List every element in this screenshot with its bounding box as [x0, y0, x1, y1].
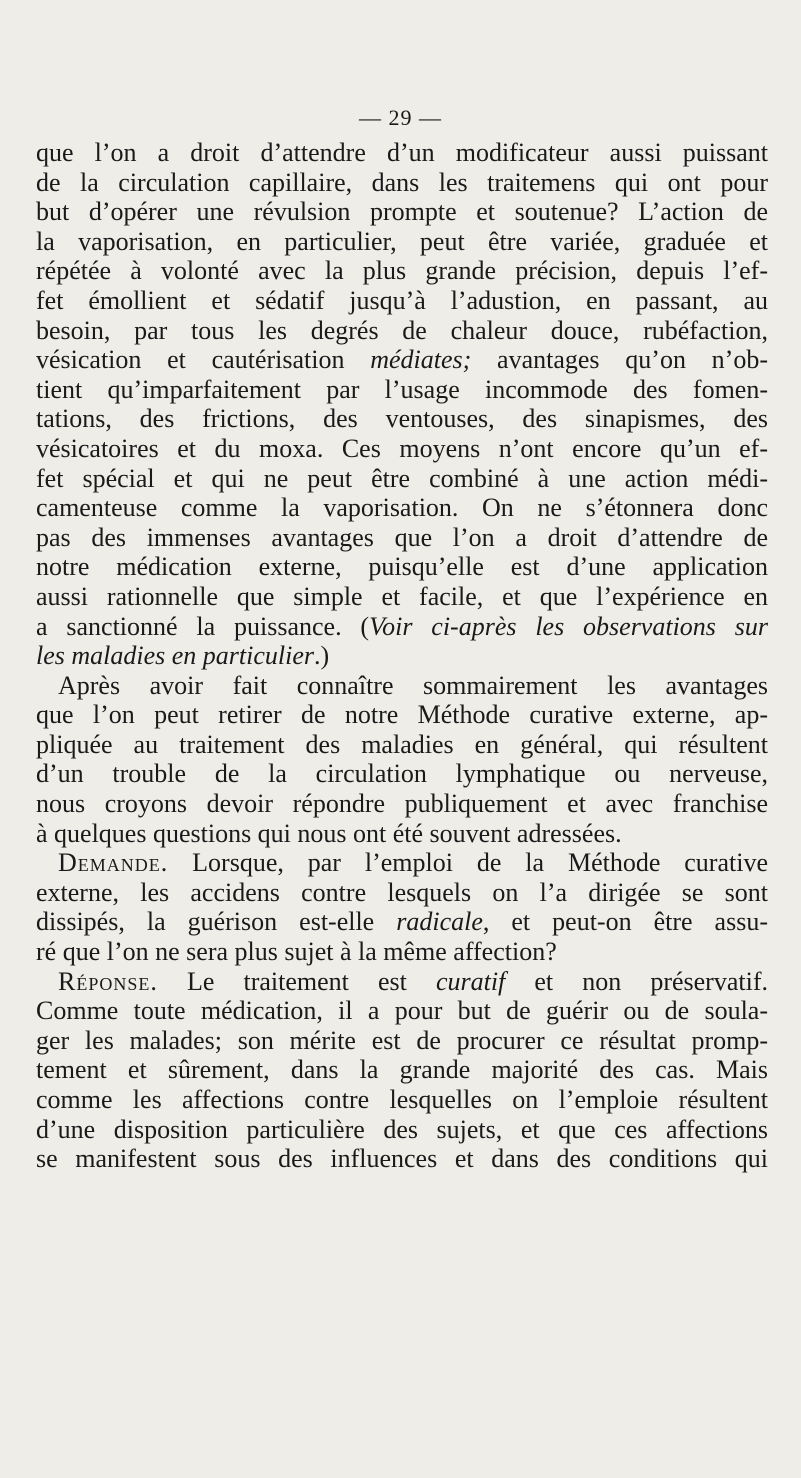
text-line: de la circulation capillaire, dans les traitemens qui ont pour [36, 167, 768, 197]
text-line: d’une disposition particulière des sujets, et que ces affections [36, 1114, 768, 1144]
text-line: but d’opérer une révulsion prompte et soutenue? L’action de [36, 197, 768, 227]
text-line: Demande. Lorsque, par l’emploi de la Méthode curative [58, 848, 768, 878]
italic-reference: les maladies en particulier [36, 641, 315, 671]
text-line: se manifestent sous des influences et dans des conditions qui [36, 1144, 768, 1174]
text-line: tement et sûrement, dans la grande majorité des cas. Mais [36, 1055, 768, 1085]
text-line: besoin, par tous les degrés de chaleur douce, rubéfaction, [36, 315, 768, 345]
italic-term: médiates; [370, 345, 472, 375]
italic-term: curatif [435, 966, 506, 996]
text-line: tient qu’imparfaitement par l’usage incommode des fomen- [36, 374, 768, 404]
text-line: pas des immenses avantages que l’on a droit d’attendre de [36, 522, 768, 552]
text-line: notre médication externe, puisqu’elle est d’une application [36, 552, 768, 582]
text-line: ger les malades; son mérite est de procurer ce résultat promp- [36, 1025, 768, 1055]
text-line: répétée à volonté avec la plus grande précision, depuis l’ef- [36, 256, 768, 286]
text-line: externe, les accidens contre lesquels on l’a dirigée se sont [36, 877, 768, 907]
text-line: comme les affections contre lesquelles on l’emploie résultent [36, 1085, 768, 1114]
italic-reference: Voir ci-après les observations sur [369, 611, 768, 641]
text-line: d’un trouble de la circulation lymphatique ou nerveuse, [36, 759, 768, 789]
text-line: dissipés, la guérison est-elle radicale, et peut-on être assu- [36, 907, 768, 937]
text-line: les maladies en particulier.) [36, 641, 330, 671]
italic-term: radicale [396, 907, 483, 937]
text-line: camenteuse comme la vaporisation. On ne s’étonnera donc [36, 493, 768, 523]
text-line: pliquée au traitement des maladies en général, qui résultent [36, 729, 768, 759]
text-line: Comme toute médication, il a pour but de guérir ou de soula- [36, 996, 768, 1026]
text-line: nous croyons devoir répondre publiquement et avec franchise [36, 789, 768, 819]
text-line: Après avoir fait connaître sommairement les avantages [58, 670, 768, 700]
text-line: fet émollient et sédatif jusqu’à l’adustion, en passant, au [36, 285, 768, 315]
text-line: a sanctionné la puissance. (Voir ci-après les observations sur [36, 611, 768, 641]
text-line: la vaporisation, en particulier, peut être variée, graduée et [36, 226, 768, 256]
text-line: ré que l’on ne sera plus sujet à la même affection? [36, 937, 557, 967]
text-line: vésicatoires et du moxa. Ces moyens n’ont encore qu’un ef- [36, 433, 768, 463]
text-line: aussi rationnelle que simple et facile, et que l’expérience en [36, 581, 768, 611]
text-line: que l’on peut retirer de notre Méthode curative externe, ap- [36, 700, 768, 730]
text-line: que l’on a droit d’attendre d’un modificateur aussi puissant [36, 138, 768, 167]
text-line: à quelques questions qui nous ont été souvent adressées. [36, 818, 622, 848]
text-line: vésication et cautérisation médiates; avantages qu’on n’ob- [36, 345, 768, 375]
answer-heading: Réponse. [58, 966, 158, 996]
body-text [36, 138, 768, 1174]
text-line: Réponse. Le traitement est curatif et non préservatif. [58, 966, 768, 996]
text-line: tations, des frictions, des ventouses, des sinapismes, des [36, 404, 768, 434]
text-line: fet spécial et qui ne peut être combiné à une action médi- [36, 463, 768, 493]
page-number: — 29 — [359, 105, 442, 130]
question-heading: Demande. [58, 848, 169, 878]
